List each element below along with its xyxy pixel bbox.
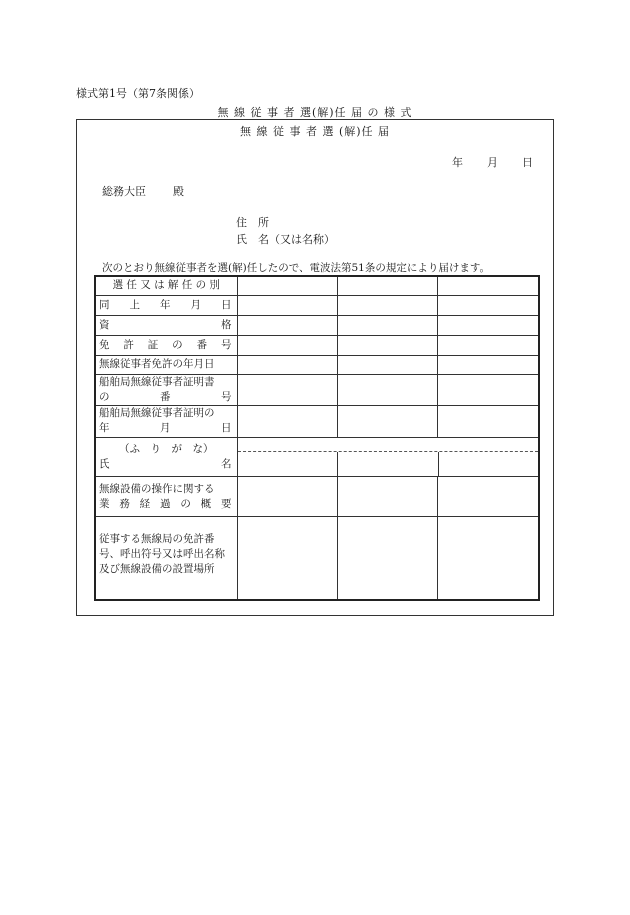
label-char: 日 xyxy=(221,298,232,311)
row-label: 無線従事者免許の年月日 xyxy=(95,355,237,374)
label-char: 氏 xyxy=(99,457,110,470)
value-cell[interactable] xyxy=(237,315,337,335)
value-cell[interactable] xyxy=(337,374,437,405)
form-table xyxy=(94,275,540,601)
label-char: 月 xyxy=(190,298,201,311)
label-char: 業 xyxy=(99,497,110,510)
label-char: 過 xyxy=(159,497,171,510)
label-char: 日 xyxy=(221,422,232,435)
label-char: 証 xyxy=(147,338,159,351)
value-cell[interactable] xyxy=(237,517,337,600)
row-label xyxy=(95,405,237,437)
table-row xyxy=(95,315,539,335)
table-row xyxy=(95,374,539,405)
label-line: 船舶局無線従事者証明書 xyxy=(99,375,215,388)
table-row xyxy=(95,335,539,355)
value-cell[interactable] xyxy=(237,295,337,315)
furigana-label: （ふ り が な） xyxy=(119,442,214,455)
form-title: 無 線 従 事 者 選 (解)任 届 xyxy=(239,125,391,138)
value-cell[interactable] xyxy=(437,315,539,335)
name-label: 氏 名（又は名称） xyxy=(236,233,335,246)
row-label xyxy=(95,295,237,315)
value-cell[interactable] xyxy=(437,335,539,355)
value-cell[interactable] xyxy=(237,355,337,374)
label-char: 免 xyxy=(99,338,110,351)
row-label xyxy=(95,335,237,355)
label-char: 年 xyxy=(160,298,171,311)
addressee: 総務大臣 xyxy=(102,185,146,198)
value-cell[interactable] xyxy=(337,276,437,295)
value-cell[interactable] xyxy=(337,335,437,355)
label-char: 務 xyxy=(119,497,130,510)
label-char: 年 xyxy=(99,422,110,435)
table-row xyxy=(95,276,539,295)
date-month-label: 月 xyxy=(487,156,498,169)
row-label: 従事する無線局の免許番号、呼出符号又は呼出名称及び無線設備の設置場所 xyxy=(95,517,237,600)
value-cell[interactable] xyxy=(237,374,337,405)
label-char: 上 xyxy=(129,298,140,311)
row-label xyxy=(95,374,237,405)
date-year-label: 年 xyxy=(452,156,463,169)
form-number: 様式第1号（第7条関係） xyxy=(76,87,200,100)
page-heading: 無 線 従 事 者 選(解)任 届 の 様 式 xyxy=(217,106,413,119)
value-cell[interactable] xyxy=(237,276,337,295)
label-char: 番 xyxy=(196,338,208,351)
label-char: 号 xyxy=(221,390,232,403)
table-row xyxy=(95,355,539,374)
row-label: 選 任 又 は 解 任 の 別 xyxy=(95,276,237,295)
statement-text: 次のとおり無線従事者を選(解)任したので、電波法第51条の規定により届けます。 xyxy=(102,262,491,274)
value-cell[interactable] xyxy=(437,295,539,315)
table-row xyxy=(95,437,539,476)
row-label xyxy=(95,477,237,517)
value-cell[interactable] xyxy=(337,315,437,335)
value-cell[interactable] xyxy=(437,374,539,405)
value-cell[interactable] xyxy=(437,276,539,295)
label-line: 無線設備の操作に関する xyxy=(99,482,215,495)
row-label xyxy=(95,437,237,476)
label-char: の xyxy=(172,338,183,351)
value-cell[interactable] xyxy=(437,405,539,437)
label-char: の xyxy=(99,390,110,403)
column-divider xyxy=(337,452,338,476)
table-row xyxy=(95,295,539,315)
honorific: 殿 xyxy=(173,185,184,198)
value-cell[interactable] xyxy=(437,517,539,600)
label-char: 要 xyxy=(220,497,232,510)
label-char: 番 xyxy=(160,390,171,403)
value-cell[interactable] xyxy=(237,405,337,437)
label-char: 月 xyxy=(160,422,171,435)
furigana-field[interactable] xyxy=(238,438,539,452)
table-row xyxy=(95,477,539,517)
row-label xyxy=(95,315,237,335)
value-cell[interactable] xyxy=(337,517,437,600)
value-cell[interactable] xyxy=(337,477,437,517)
label-char: 名 xyxy=(221,457,232,470)
label-char: 資 xyxy=(99,318,110,331)
table-row xyxy=(95,405,539,437)
value-cell[interactable] xyxy=(437,355,539,374)
value-cell[interactable] xyxy=(337,355,437,374)
value-cell[interactable] xyxy=(437,477,539,517)
label-char: 同 xyxy=(99,298,110,311)
label-char: 概 xyxy=(200,497,212,510)
label-line: 船舶局無線従事者証明の xyxy=(99,407,215,420)
label-char: 許 xyxy=(123,338,134,351)
address-label: 住 所 xyxy=(236,216,269,229)
value-cell[interactable] xyxy=(237,335,337,355)
label-char: 経 xyxy=(139,497,151,510)
label-char: 号 xyxy=(220,338,232,351)
name-value-cell[interactable] xyxy=(237,437,539,476)
value-cell[interactable] xyxy=(337,405,437,437)
value-cell[interactable] xyxy=(237,477,337,517)
column-divider xyxy=(438,452,439,476)
label-char: の xyxy=(180,497,191,510)
date-day-label: 日 xyxy=(522,156,533,169)
table-row xyxy=(95,517,539,600)
value-cell[interactable] xyxy=(337,295,437,315)
label-char: 格 xyxy=(221,318,232,331)
name-field[interactable] xyxy=(238,452,539,476)
